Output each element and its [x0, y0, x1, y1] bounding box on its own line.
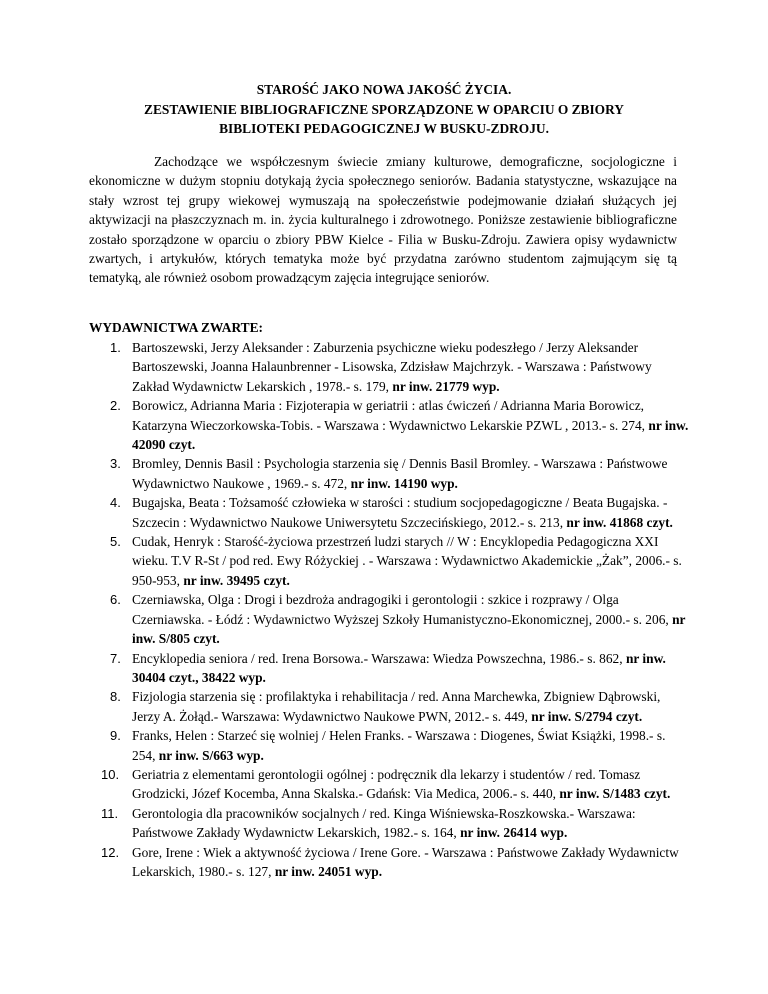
item-number: 7. [110, 650, 121, 666]
list-item [89, 454, 689, 493]
item-number: 4. [110, 495, 121, 511]
item-description: Czerniawska, Olga : Drogi i bezdroża andragogiki i gerontologii : szkice i rozprawy / Olga Czerniawska. - Łódź : Wydawnictwo Wyższej Szkoły Humanistyczno-Ekonomicznej, 2000.- s. 206, [132, 592, 673, 627]
list-item [89, 843, 689, 882]
list-item [89, 590, 689, 648]
title-line-3: BIBLIOTEKI PEDAGOGICZNEJ W BUSKU-ZDROJU. [219, 121, 549, 136]
item-number: 1. [110, 340, 121, 355]
item-description: Encyklopedia seniora / red. Irena Borsowa.- Warszawa: Wiedza Powszechna, 1986.- s. 862, [132, 650, 626, 666]
item-description: Bugajska, Beata : Tożsamość człowieka w starości : studium socjopedagogiczne / Beata Bugajska. - Szczecin : Wydawnictwo Naukowe Uniwersytetu Szczecińskiego, 2012.- s. 213, [132, 495, 668, 530]
item-description: Borowicz, Adrianna Maria : Fizjoterapia w geriatrii : atlas ćwiczeń / Adrianna Maria Borowicz, Katarzyna Wieczorkowska-Tobis. - Warszawa : Wydawnictwo Lekarskie PZWL , 2013.- s. 274, [132, 398, 649, 433]
item-description: Franks, Helen : Starzeć się wolniej / Helen Franks. - Warszawa : Diogenes, Świat Książki, 1998.- s. 254, [132, 728, 666, 763]
item-description: Bromley, Dennis Basil : Psychologia starzenia się / Dennis Basil Bromley. - Warszawa : Państwowe Wydawnictwo Naukowe , 1969.- s. 472, [132, 456, 668, 491]
section-heading: WYDAWNICTWA ZWARTE: [89, 320, 264, 335]
item-description: Bartoszewski, Jerzy Aleksander : Zaburzenia psychiczne wieku podeszłego / Jerzy Aleksander Bartoszewski, Joanna Halaunbrenner - Lisowska, Zdzisław Majchrzyk. - Warszawa : Państwowy Zakład Wydawnictw Lekarskich , 1978.- s. 179, [132, 340, 652, 394]
item-inventory-number: nr inw. S/663 wyp. [158, 747, 264, 763]
item-number: 10. [101, 766, 120, 782]
list-item [89, 804, 689, 843]
intro-paragraph: Zachodzące we współczesnym świecie zmiany kulturowe, demograficzne, socjologiczne i ekonomiczne w dużym stopniu dotykają życia społecznego seniorów. Badania statystyczne, wskazujące na stały wzrost tej grupy wiekowej wymuszają na społeczeństwie podejmowanie działań służących jej aktywizacji na płaszczyznach m. in. życia kulturalnego i zdrowotnego. Poniższe zestawienie bibliograficzne zostało sporządzone w oparciu o zbiory PBW Kielce - Filia w Busku-Zdroju. Zawiera opisy wydawnictw zwartych, i artykułów, których tematyka może być przydatna zarówno studentom zajmującym się tą tematyką, ale również osobom prowadzącym zajęcia integrujące seniorów. [89, 154, 677, 286]
bibliography-list [89, 338, 689, 881]
item-inventory-number: nr inw. S/2794 czyt. [531, 708, 643, 724]
list-item [89, 726, 689, 765]
item-description: Fizjologia starzenia się : profilaktyka i rehabilitacja / red. Anna Marchewka, Zbigniew Dąbrowski, Jerzy A. Żołąd.- Warszawa: Wydawnictwo Naukowe PWN, 2012.- s. 449, [132, 689, 661, 724]
item-inventory-number: nr inw. 21779 wyp. [392, 378, 500, 394]
title-line-2: ZESTAWIENIE BIBLIOGRAFICZNE SPORZĄDZONE W OPARCIU O ZBIORY [144, 101, 624, 117]
list-item [89, 649, 689, 688]
item-inventory-number: nr inw. 41868 czyt. [566, 514, 673, 530]
item-number: 8. [110, 689, 121, 705]
item-number: 3. [110, 456, 121, 472]
document-title [60, 80, 708, 139]
item-number: 11. [101, 805, 119, 821]
item-number: 6. [110, 592, 121, 608]
item-description: Cudak, Henryk : Starość-życiowa przestrzeń ludzi starych // W : Encyklopedia Pedagogiczna XXI wieku. T.V R-St / pod red. Ewy Różyckiej . - Warszawa : Wydawnictwo Akademickie „Żak”, 2006.- s. 950-953, [132, 534, 682, 588]
item-inventory-number: nr inw. 30404 czyt., 38422 wyp. [132, 650, 666, 685]
item-description: Geriatria z elementami gerontologii ogólnej : podręcznik dla lekarzy i studentów / red. Tomasz Grodzicki, Józef Kocemba, Anna Skalska.- Gdańsk: Via Medica, 2006.- s. 440, [132, 766, 641, 802]
title-line-1: STAROŚĆ JAKO NOWA JAKOŚĆ ŻYCIA. [256, 82, 512, 97]
item-number: 12. [101, 844, 120, 860]
list-item [89, 493, 689, 532]
list-item [89, 338, 689, 396]
list-item [89, 765, 689, 804]
item-inventory-number: nr inw. 39495 czyt. [183, 572, 290, 588]
item-number: 2. [110, 398, 121, 414]
item-inventory-number: nr inw. 26414 wyp. [460, 825, 568, 841]
item-description: Gerontologia dla pracowników socjalnych / red. Kinga Wiśniewska-Roszkowska.- Warszawa: Państwowe Zakłady Wydawnictw Lekarskich, 1982.- s. 164, [132, 805, 636, 841]
item-inventory-number: nr inw. S/1483 czyt. [559, 786, 671, 802]
item-inventory-number: nr inw. 42090 czyt. [132, 417, 689, 453]
item-description: Gore, Irene : Wiek a aktywność życiowa / Irene Gore. - Warszawa : Państwowe Zakłady Wydawnictw Lekarskich, 1980.- s. 127, [132, 844, 679, 879]
item-inventory-number: nr inw. 14190 wyp. [350, 475, 458, 491]
list-item [89, 532, 689, 590]
list-item [89, 687, 689, 726]
item-number: 5. [110, 534, 121, 550]
list-item [89, 396, 689, 454]
item-inventory-number: nr inw. 24051 wyp. [274, 863, 383, 879]
item-number: 9. [110, 728, 121, 744]
item-inventory-number: nr inw. S/805 czyt. [132, 611, 686, 647]
